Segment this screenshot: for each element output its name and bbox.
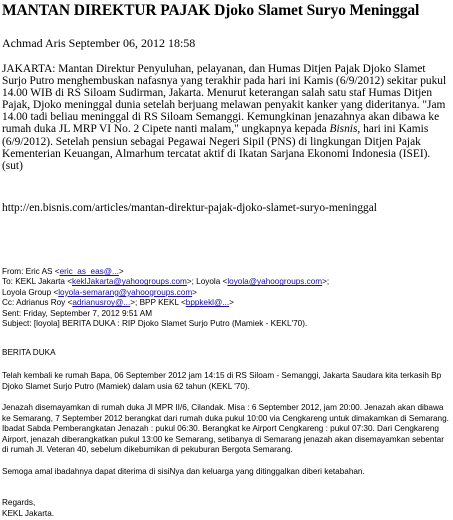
email-from-label: From: Eric AS <	[2, 267, 60, 276]
email-from-end: >	[118, 267, 124, 276]
email-to-mid: >; Loyola <	[186, 277, 228, 287]
article-title: MANTAN DIREKTUR PAJAK Djoko Slamet Suryo Meninggal	[2, 2, 420, 19]
email-from-row	[2, 267, 452, 277]
closing-regards: Regards,	[2, 498, 36, 507]
closing-signature: KEKL Jakarta.	[2, 508, 55, 518]
body-paragraph-2: Jenazah disemayamkan di rumah duka Jl MPR II/6, Cilandak. Misa : 6 September 2012, jam 20:00. Jenazah akan dibawa ke Semarang, 7 September 2012 berangkat dari rumah duka pukul 10:00 via Cengkareng untuk dimakamkan di Semarang. Ibadat Sabda Pemberangkatan Jenazah : pukul 06:30. Berangkat ke Airport Cengkareng : pukul 07:30. Dari Cengkareng Airport, jenazah diberangkatkan pukul 13:00 ke Semarang, setibanya di Semarang jenazah akan disemayamkan sebentar di rumah Jl. Veteran 40, sebelum dikebumikan di pekuburan Bergota Semarang.	[2, 403, 449, 454]
email-to-link-2[interactable]: loyola@yahoogroups.com	[227, 277, 323, 287]
email-to-cont-link[interactable]: loyola-semarang@yahoogroups.com	[58, 287, 193, 297]
article-url[interactable]: http://en.bisnis.com/articles/mantan-direktur-pajak-djoko-slamet-suryo-meninggal	[2, 202, 377, 214]
email-to-cont-row	[2, 288, 452, 298]
email-cc-link-2[interactable]: bppkekl@...	[185, 298, 230, 308]
article-body	[2, 63, 450, 172]
email-to-cont-end: >	[192, 287, 197, 297]
email-to-link-1[interactable]: keklJakarta@yahoogroups.com	[72, 277, 187, 287]
email-cc-link-1[interactable]: adrianusroy@...	[72, 298, 131, 308]
email-cc-mid: >; BPP KEKL <	[130, 298, 186, 308]
section-title: BERITA DUKA	[2, 348, 56, 357]
email-sent-row: Sent: Friday, September 7, 2012 9:51 AM	[2, 308, 153, 318]
body-paragraph-3: Semoga amal ibadahnya dapat diterima di sisiNya dan keluarga yang ditinggalkan diberi ketabahan.	[2, 466, 365, 476]
body-paragraph-1: Telah kembali ke rumah Bapa, 06 September 2012 jam 14:15 di RS Siloam - Semanggi, Jakarta Saudara kita terkasih Bp Djoko Slamet Surjo Putro (Mamiek) dalam usia 62 tahun (KEKL '70).	[2, 371, 442, 391]
email-to-end: >;	[322, 277, 330, 287]
email-to-row	[2, 277, 452, 287]
article-italic-word: Bisnis	[329, 123, 358, 136]
email-to-label: To: KEKL Jakarta <	[2, 277, 73, 287]
email-from-link[interactable]: eric_as_eas@...	[59, 267, 119, 276]
email-cc-row	[2, 298, 452, 308]
email-closing	[2, 498, 54, 519]
email-header	[2, 267, 452, 329]
article-text-part2: , hari ini Kamis (6/9/2012). Setelah pensiun sebagai Pegawai Negeri Sipil (PNS) di lingkungan Ditjen Pajak Kementerian Keuangan, Almarhum tercatat aktif di Ikatan Sarjana Ekonomi Indonesia (ISEI). (sut)	[2, 123, 431, 172]
email-cc-end: >	[229, 298, 234, 308]
email-subject-row: Subject: [loyola] BERITA DUKA : RIP Djoko Slamet Surjo Putro (Mamiek - KEKL'70).	[2, 319, 308, 329]
email-cc-label: Cc: Adrianus Roy <	[2, 298, 73, 308]
email-to-cont-label: Loyola Group <	[2, 287, 59, 297]
email-body	[2, 371, 452, 477]
article-text-part1: JAKARTA: Mantan Direktur Penyuluhan, pelayanan, dan Humas Ditjen Pajak Djoko Slamet Surjo Putro menghembuskan nafasnya yang terakhir pada hari ini Kamis (6/9/2012) sekitar pukul 14.00 WIB di RS Siloam Sudirman, Jakarta. Menurut keterangan salah satu staf Humas Ditjen Pajak, Djoko meninggal dunia setelah berjuang melawan penyakit kanker yang dideritanya. "Jam 14.00 tadi beliau meninggal di RS Siloam Semanggi. Kemungkinan jenazahnya akan dibawa ke rumah duka JL MRP VI No. 2 Cipete nanti malam," ungkapnya kepada	[2, 63, 447, 136]
article-byline: Achmad Aris September 06, 2012 18:58	[2, 36, 196, 50]
